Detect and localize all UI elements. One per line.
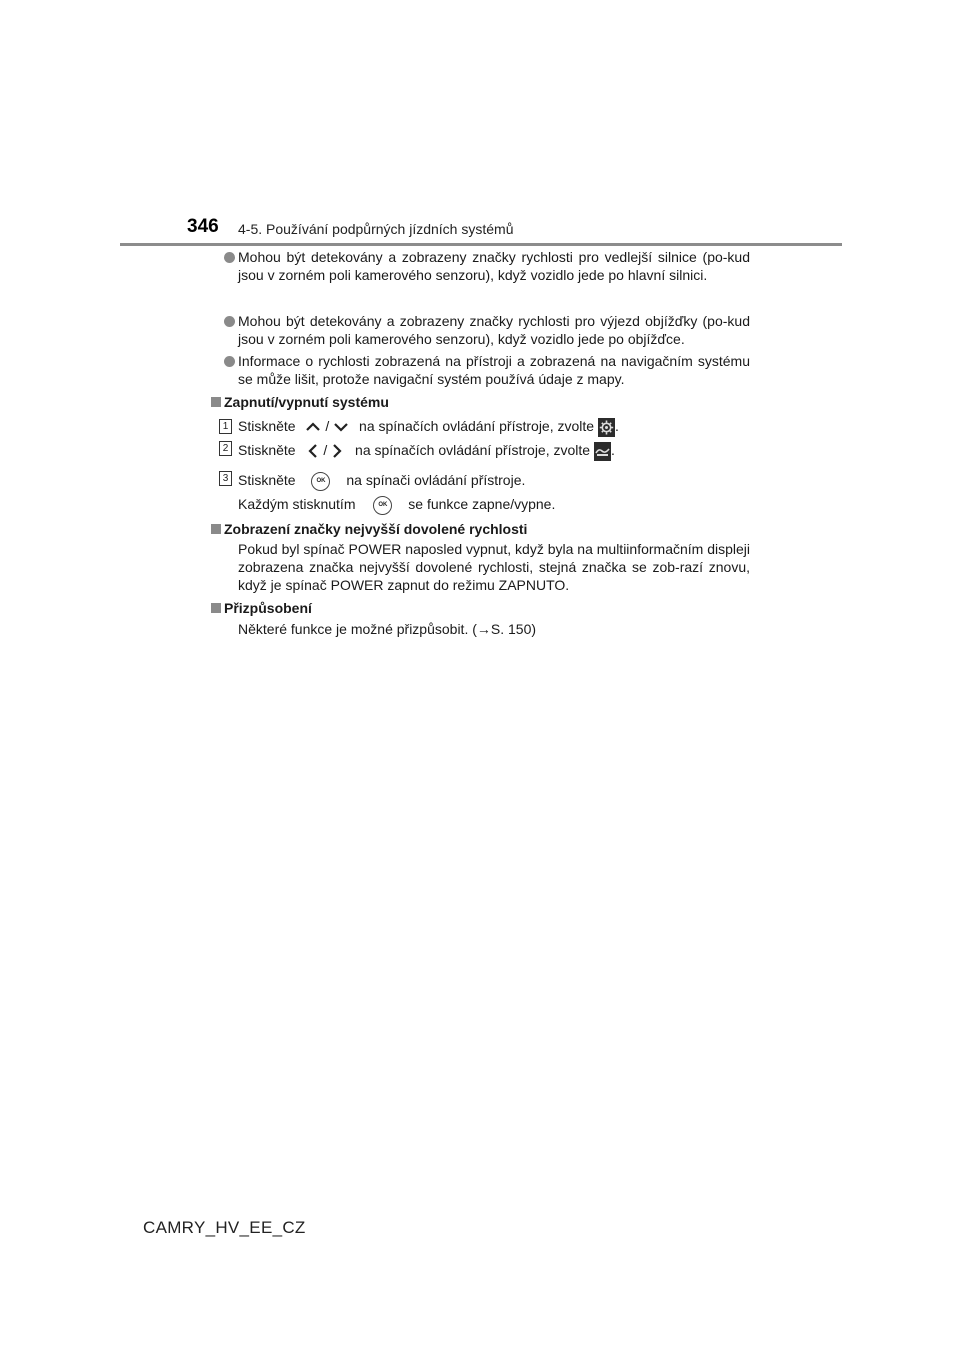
section-title: 4-5. Používání podpůrných jízdních systémů — [238, 221, 514, 237]
step-text: Stiskněte — [238, 472, 296, 488]
heading-onoff: Zapnutí/vypnutí systému — [224, 394, 389, 410]
period: . — [614, 418, 619, 434]
step-text: Stiskněte — [238, 418, 296, 434]
step-note — [238, 495, 555, 515]
heading-customization: Přizpůsobení — [224, 600, 312, 616]
bullet-text: Mohou být detekovány a zobrazeny značky rychlosti pro vedlejší silnice (po-kud jsou v zorném poli kamerového senzoru), když vozidlo jede po hlavní silnici. — [238, 249, 750, 283]
step-text: na spínači ovládání přístroje. — [346, 472, 526, 488]
step-text: Stiskněte — [238, 442, 296, 458]
customization-text-pre: Některé funkce je možné přizpůsobit. ( — [238, 621, 477, 637]
gear-icon — [598, 418, 615, 437]
page-number: 346 — [187, 216, 219, 237]
footer-code: CAMRY_HV_EE_CZ — [143, 1218, 306, 1237]
step-text: na spínačích ovládání přístroje, zvolte — [359, 418, 595, 434]
step-number: 3 — [219, 471, 232, 486]
section-marker — [211, 524, 221, 534]
chevron-right-icon — [331, 443, 343, 459]
bullet-text: Informace o rychlosti zobrazená na přístroji a zobrazená na navigačním systému se může lišit, protože navigační systém používá údaje z mapy. — [238, 353, 750, 387]
heading-display: Zobrazení značky nejvyšší dovolené rychlosti — [224, 521, 528, 537]
step-text: na spínačích ovládání přístroje, zvolte — [355, 442, 591, 458]
page-reference-link[interactable]: S. 150) — [490, 621, 537, 637]
step-number: 1 — [219, 419, 232, 434]
road-sign-icon — [594, 442, 611, 461]
section-marker — [211, 603, 221, 613]
bullet-dot — [224, 252, 235, 263]
period: . — [610, 442, 615, 458]
section-marker — [211, 397, 221, 407]
bullet-text: Mohou být detekovány a zobrazeny značky rychlosti pro výjezd objížďky (po-kud jsou v zorném poli kamerového senzoru), když vozidlo jede po objížďce. — [238, 313, 750, 347]
ok-button-icon: OK — [373, 496, 392, 515]
bullet-dot — [224, 356, 235, 367]
step-1 — [238, 417, 619, 437]
note-text: Každým stisknutím — [238, 496, 356, 512]
customization-text — [238, 620, 536, 638]
step-2 — [238, 441, 615, 461]
header-rule — [120, 243, 842, 246]
arrow-right-icon: → — [476, 621, 491, 637]
step-3 — [238, 471, 525, 491]
note-text: se funkce zapne/vypne. — [408, 496, 556, 512]
separator: / — [323, 442, 328, 458]
chevron-left-icon — [307, 443, 319, 459]
chevron-down-icon — [333, 421, 349, 433]
separator: / — [325, 418, 330, 434]
step-number: 2 — [219, 441, 232, 456]
bullet-dot — [224, 316, 235, 327]
ok-button-icon: OK — [311, 472, 330, 491]
display-text: Pokud byl spínač POWER naposled vypnut, když byla na multiinformačním displeji zobrazena značka nejvyšší dovolené rychlosti, stejná značka se zob-razí znovu, když je spínač POWER zapnut do režimu ZAPNUTO. — [238, 541, 751, 593]
chevron-up-icon — [305, 421, 321, 433]
